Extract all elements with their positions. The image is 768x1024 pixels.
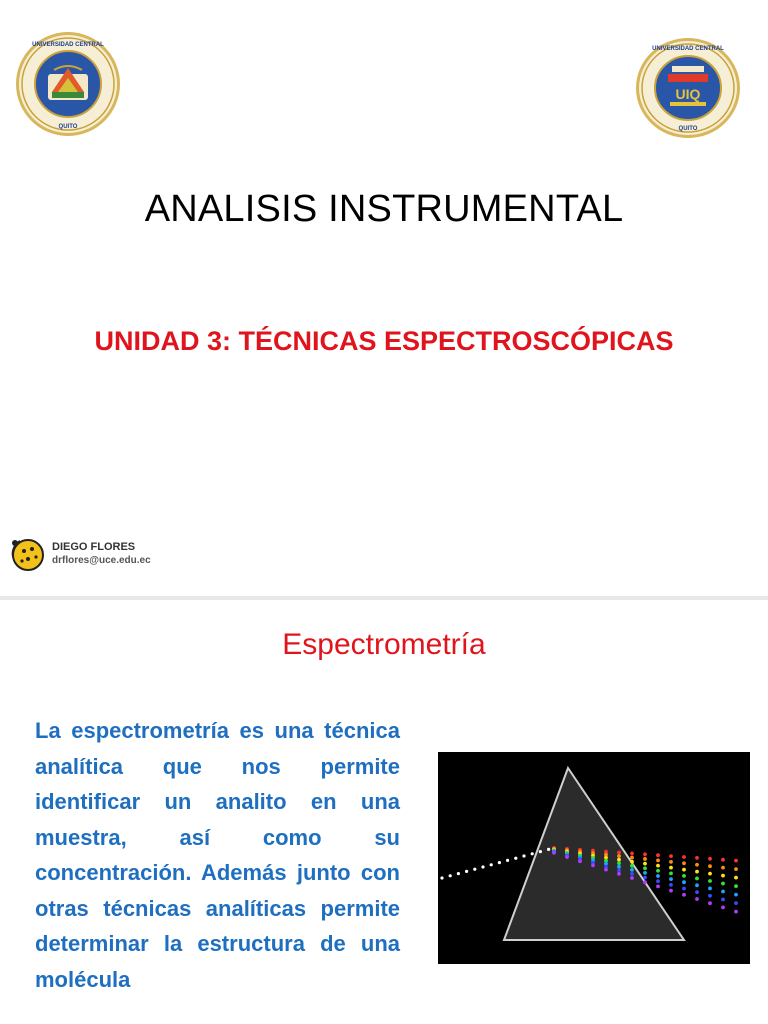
unit-subtitle: UNIDAD 3: TÉCNICAS ESPECTROSCÓPICAS [94, 326, 674, 356]
light-ray-dot [440, 876, 443, 879]
spectrum-dot [643, 880, 647, 884]
spectrum-dot [656, 874, 660, 878]
spectrum-dot [669, 854, 673, 858]
light-ray-dot [547, 848, 550, 851]
faculty-seal-logo [634, 36, 742, 140]
university-seal-logo [14, 30, 122, 138]
spectrum-dot [617, 872, 621, 876]
spectrum-dot [630, 856, 634, 860]
spectrum-dot [695, 897, 699, 901]
spectrum-dot [721, 898, 725, 902]
spectrum-dot [682, 868, 686, 872]
spectrum-dot [578, 859, 582, 863]
spectrum-dot [734, 910, 738, 914]
spectrum-dot [708, 887, 712, 891]
spectrum-dot [617, 854, 621, 858]
prism-dispersion-image [438, 752, 750, 964]
light-ray-dot [473, 868, 476, 871]
spectrum-dot [565, 855, 569, 859]
spectrum-dot [734, 867, 738, 871]
spectrum-dot [695, 883, 699, 887]
spectrum-dot [682, 887, 686, 891]
spectrum-dot [656, 864, 660, 868]
spectrum-dot [669, 877, 673, 881]
spectrum-dot [721, 890, 725, 894]
spectrum-dot [721, 906, 725, 910]
spectrum-dot [591, 864, 595, 868]
light-ray-dot [490, 863, 493, 866]
spectrum-dot [708, 894, 712, 898]
spectrum-dot [695, 877, 699, 881]
light-ray-dot [522, 854, 525, 857]
section-title: Espectrometría [282, 628, 486, 661]
spectrum-dot [617, 868, 621, 872]
spectrum-dot [708, 857, 712, 861]
spectrum-dot [643, 857, 647, 861]
spectrum-dot [643, 852, 647, 856]
svg-text:QUITO: QUITO [58, 124, 78, 130]
spectrum-dot [656, 859, 660, 863]
spectrum-dot [669, 871, 673, 875]
spectrum-dot [604, 868, 608, 872]
spectrum-dot [682, 880, 686, 884]
spectrum-dot [643, 866, 647, 870]
spectrum-dot [708, 872, 712, 876]
spectrum-dot [734, 884, 738, 888]
svg-text:UIQ: UIQ [675, 86, 701, 102]
svg-text:UNIVERSIDAD CENTRAL: UNIVERSIDAD CENTRAL [652, 46, 724, 52]
light-ray-dot [481, 865, 484, 868]
spectrum-dot [630, 860, 634, 864]
light-ray-dot [506, 859, 509, 862]
spectrum-dot [630, 872, 634, 876]
spectrum-dot [734, 876, 738, 880]
light-ray-dot [539, 850, 542, 853]
spectrum-dot [721, 866, 725, 870]
light-ray-dot [457, 872, 460, 875]
spectrum-dot [721, 858, 725, 862]
author-email: drflores@uce.edu.ec [52, 555, 151, 566]
spectrum-dot [734, 893, 738, 897]
spectrum-dot [630, 876, 634, 880]
spectrum-dot [617, 861, 621, 865]
spectrum-dot [695, 856, 699, 860]
presentation-title: ANALISIS INSTRUMENTAL [144, 188, 624, 230]
light-ray-dot [531, 852, 534, 855]
spectrum-dot [695, 870, 699, 874]
spectrum-dot [669, 860, 673, 864]
spectrum-dot [682, 861, 686, 865]
light-ray-dot [498, 861, 501, 864]
svg-text:UNIVERSIDAD CENTRAL: UNIVERSIDAD CENTRAL [32, 42, 104, 48]
spectrum-dot [617, 858, 621, 862]
spectrum-dot [656, 853, 660, 857]
spectrum-dot [643, 862, 647, 866]
spectrum-dot [708, 864, 712, 868]
spectrum-dot [721, 882, 725, 886]
spectrum-dot [656, 879, 660, 883]
spectrum-dot [682, 855, 686, 859]
spectrum-dot [617, 851, 621, 855]
spectrum-dot [695, 890, 699, 894]
spectrum-dot [630, 868, 634, 872]
light-ray-dot [449, 874, 452, 877]
light-ray-dot [465, 870, 468, 873]
spectrum-dot [669, 883, 673, 887]
author-name: DIEGO FLORES [52, 541, 136, 553]
spectrum-dot [643, 876, 647, 880]
spectrum-dot [630, 864, 634, 868]
author-avatar-icon [6, 533, 46, 573]
spectrum-dot [617, 865, 621, 869]
spectrum-dot [656, 885, 660, 889]
spectrum-dot [669, 889, 673, 893]
spectrum-dot [734, 901, 738, 905]
spectrum-dot [669, 866, 673, 870]
spectrum-dot [721, 874, 725, 878]
spectrum-dot [630, 852, 634, 856]
light-ray-dot [514, 857, 517, 860]
spectrum-dot [734, 859, 738, 863]
spectrum-dot [552, 851, 556, 855]
body-paragraph: La espectrometría es una técnica analítica que nos permite identificar un analito en una muestra, así como su concentración. Además junto con otras técnicas analíticas permite determinar la estructura de una molécula [35, 718, 400, 992]
spectrum-dot [682, 893, 686, 897]
spectrum-dot [682, 874, 686, 878]
spectrum-dot [708, 879, 712, 883]
spectrum-dot [695, 863, 699, 867]
spectrum-dot [708, 901, 712, 905]
spectrum-dot [656, 869, 660, 873]
spectrum-dot [643, 871, 647, 875]
svg-text:QUITO: QUITO [678, 126, 698, 132]
